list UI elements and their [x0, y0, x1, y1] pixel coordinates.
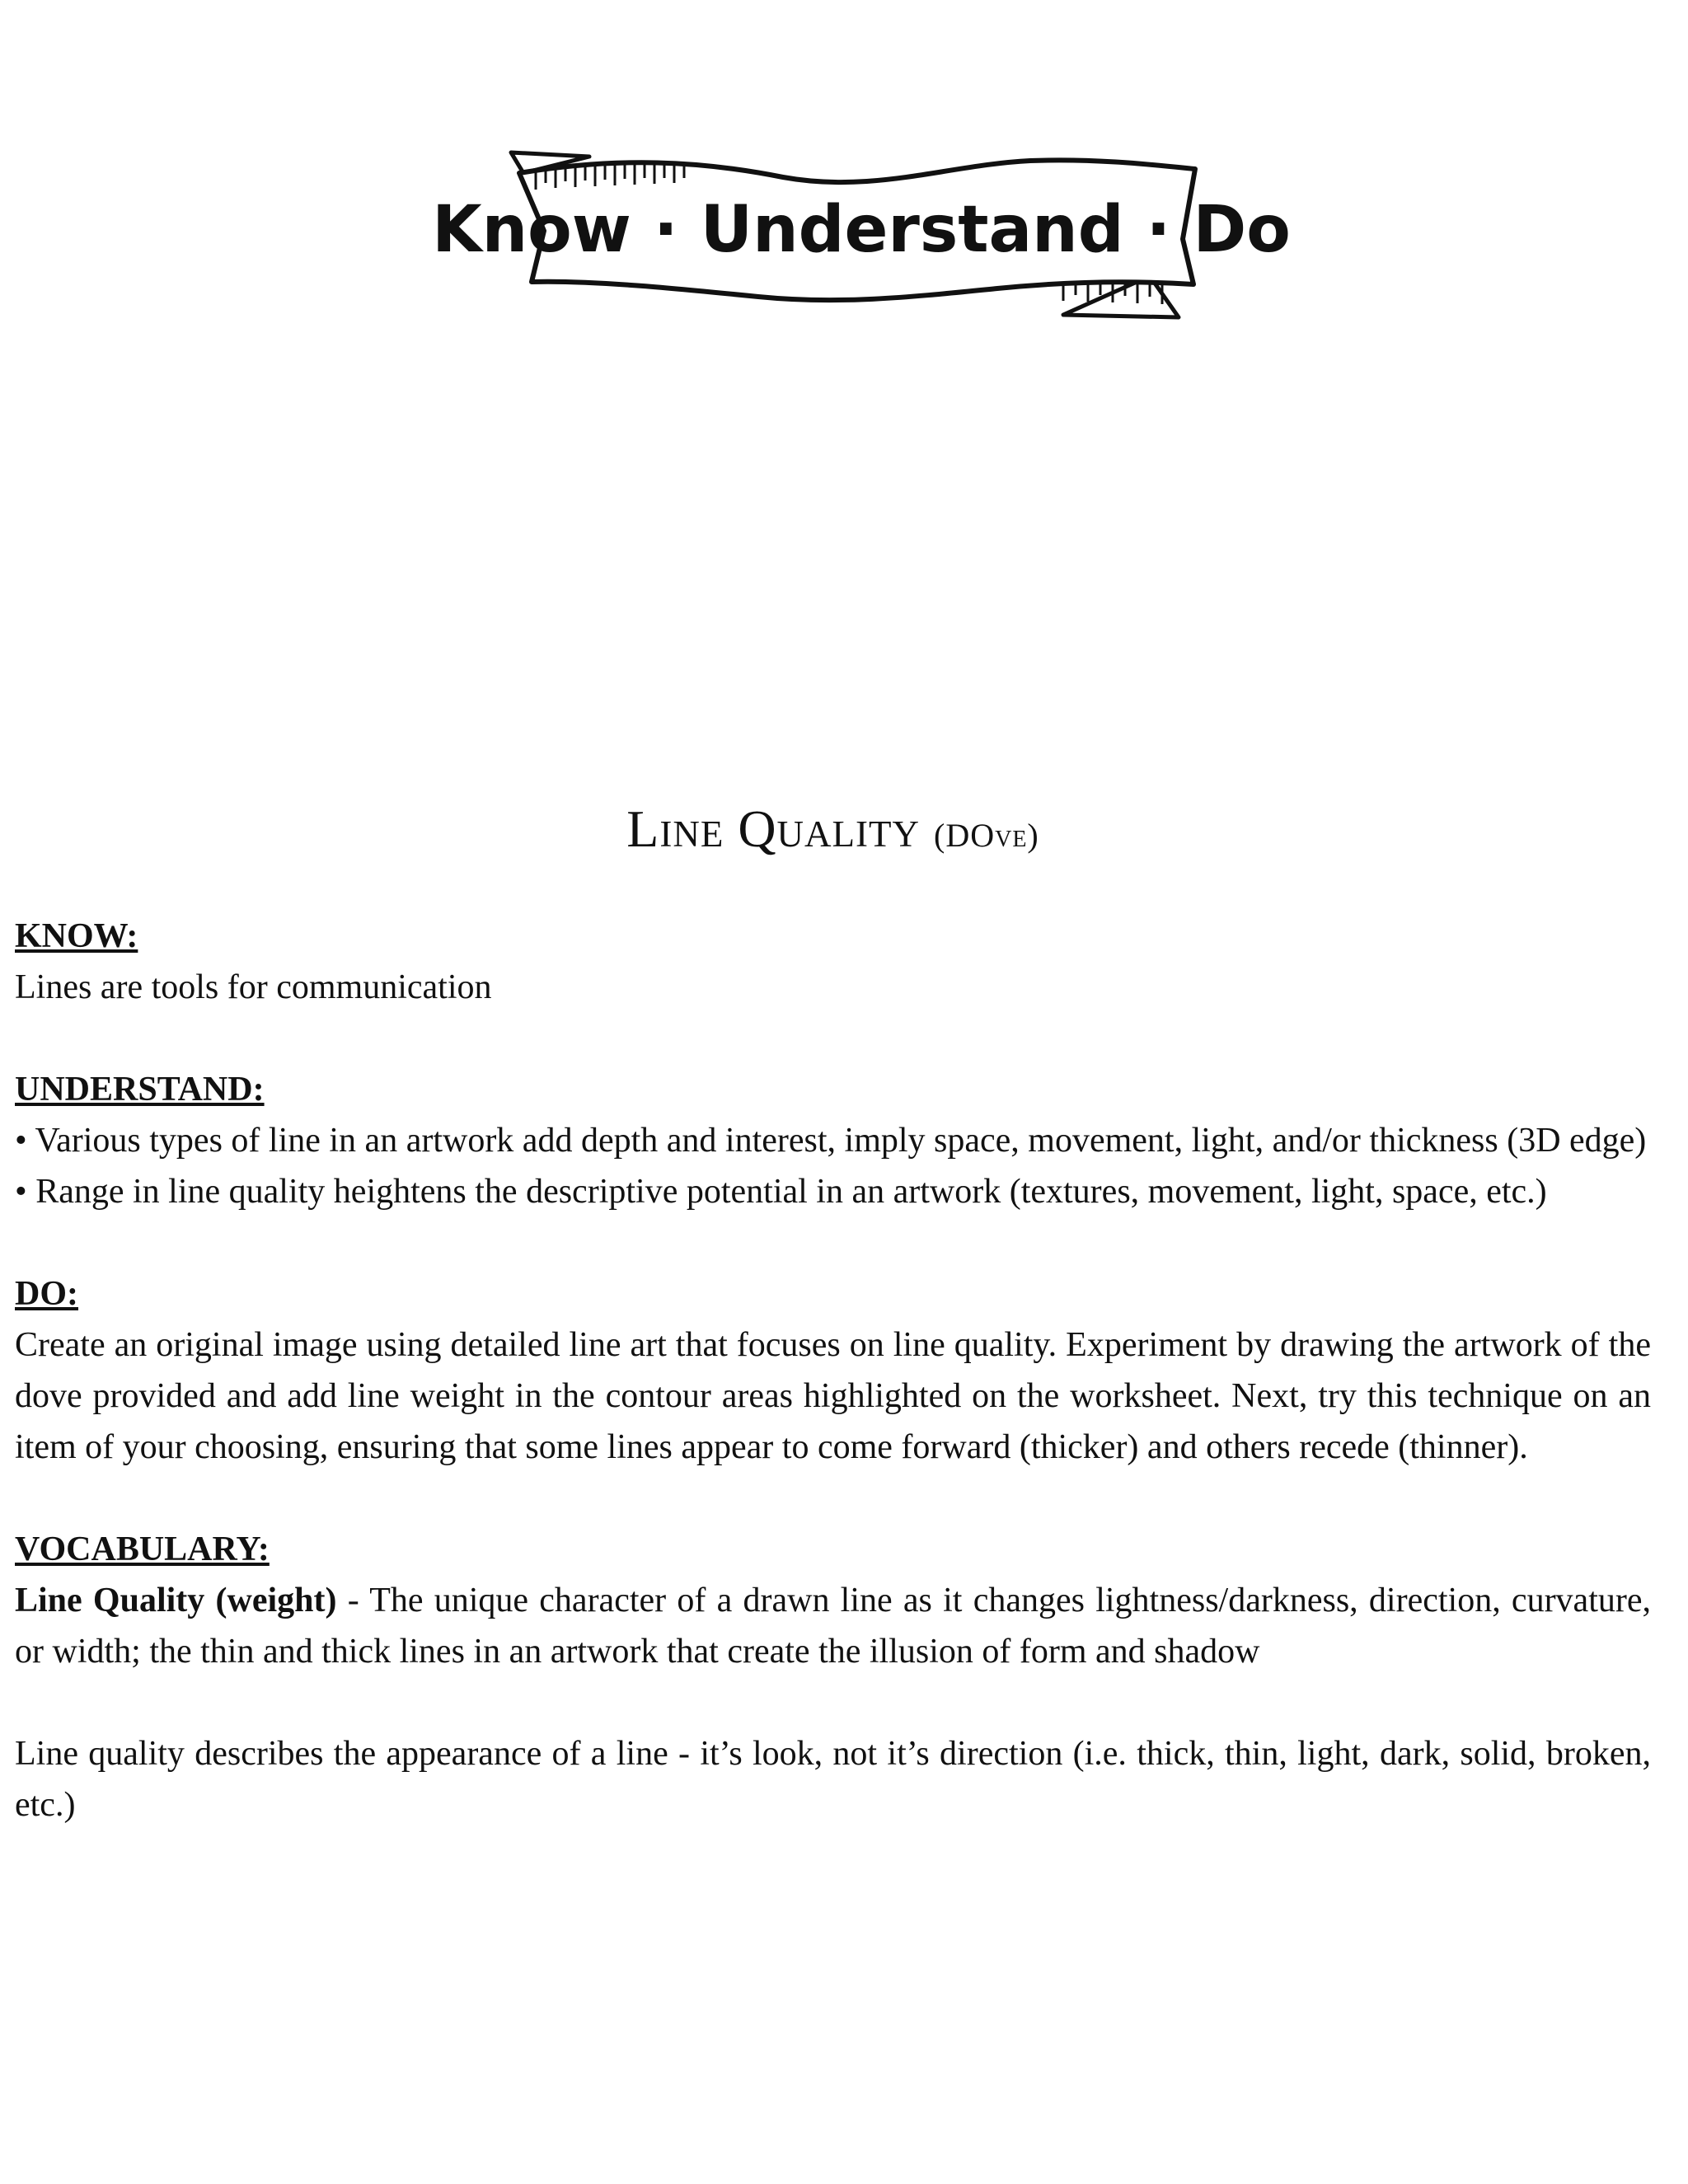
know-heading: KNOW: — [15, 917, 138, 955]
title-main: Line Quality — [626, 799, 920, 858]
banner-text: Know · Understand · Do — [432, 193, 1291, 267]
vocabulary-definition-text: The unique character of a drawn line as it changes lightness/darkness, direction, curvature, or width; the thin and thick lines in an artwork that create the illusion of form and shadow — [15, 1582, 1651, 1671]
know-text: Lines are tools for communication — [15, 968, 492, 1006]
document-body — [15, 799, 1651, 1830]
ribbon-banner-graphic — [432, 140, 1291, 338]
understand-item: • Various types of line in an artwork add depth and interest, imply space, movement, light, and/or thickness (3D edge) — [15, 1122, 1647, 1160]
understand-item: • Range in line quality heightens the descriptive potential in an artwork (textures, movement, light, space, etc.) — [15, 1173, 1547, 1211]
title-sub: (DOve) — [934, 817, 1039, 854]
know-understand-do-banner — [432, 140, 1291, 338]
do-heading: DO: — [15, 1275, 78, 1313]
vocabulary-heading: VOCABULARY: — [15, 1530, 270, 1568]
vocabulary-note: Line quality describes the appearance of a line - it’s look, not it’s direction (i.e. thick, thin, light, dark, solid, broken, etc.) — [15, 1735, 1651, 1824]
page-title — [15, 799, 1651, 861]
understand-heading: UNDERSTAND: — [15, 1071, 265, 1108]
vocabulary-term: Line Quality (weight) — [15, 1582, 337, 1619]
vocabulary-separator: - — [336, 1582, 370, 1619]
do-text: Create an original image using detailed line art that focuses on line quality. Experiment by drawing the artwork of the dove provided and add line weight in the contour areas highlighted on the worksheet. Next, try this technique on an item of your choosing, ensuring that some lines appear to come forward (thicker) and others recede (thinner). — [15, 1326, 1651, 1466]
vocabulary-definition — [15, 1575, 1651, 1677]
